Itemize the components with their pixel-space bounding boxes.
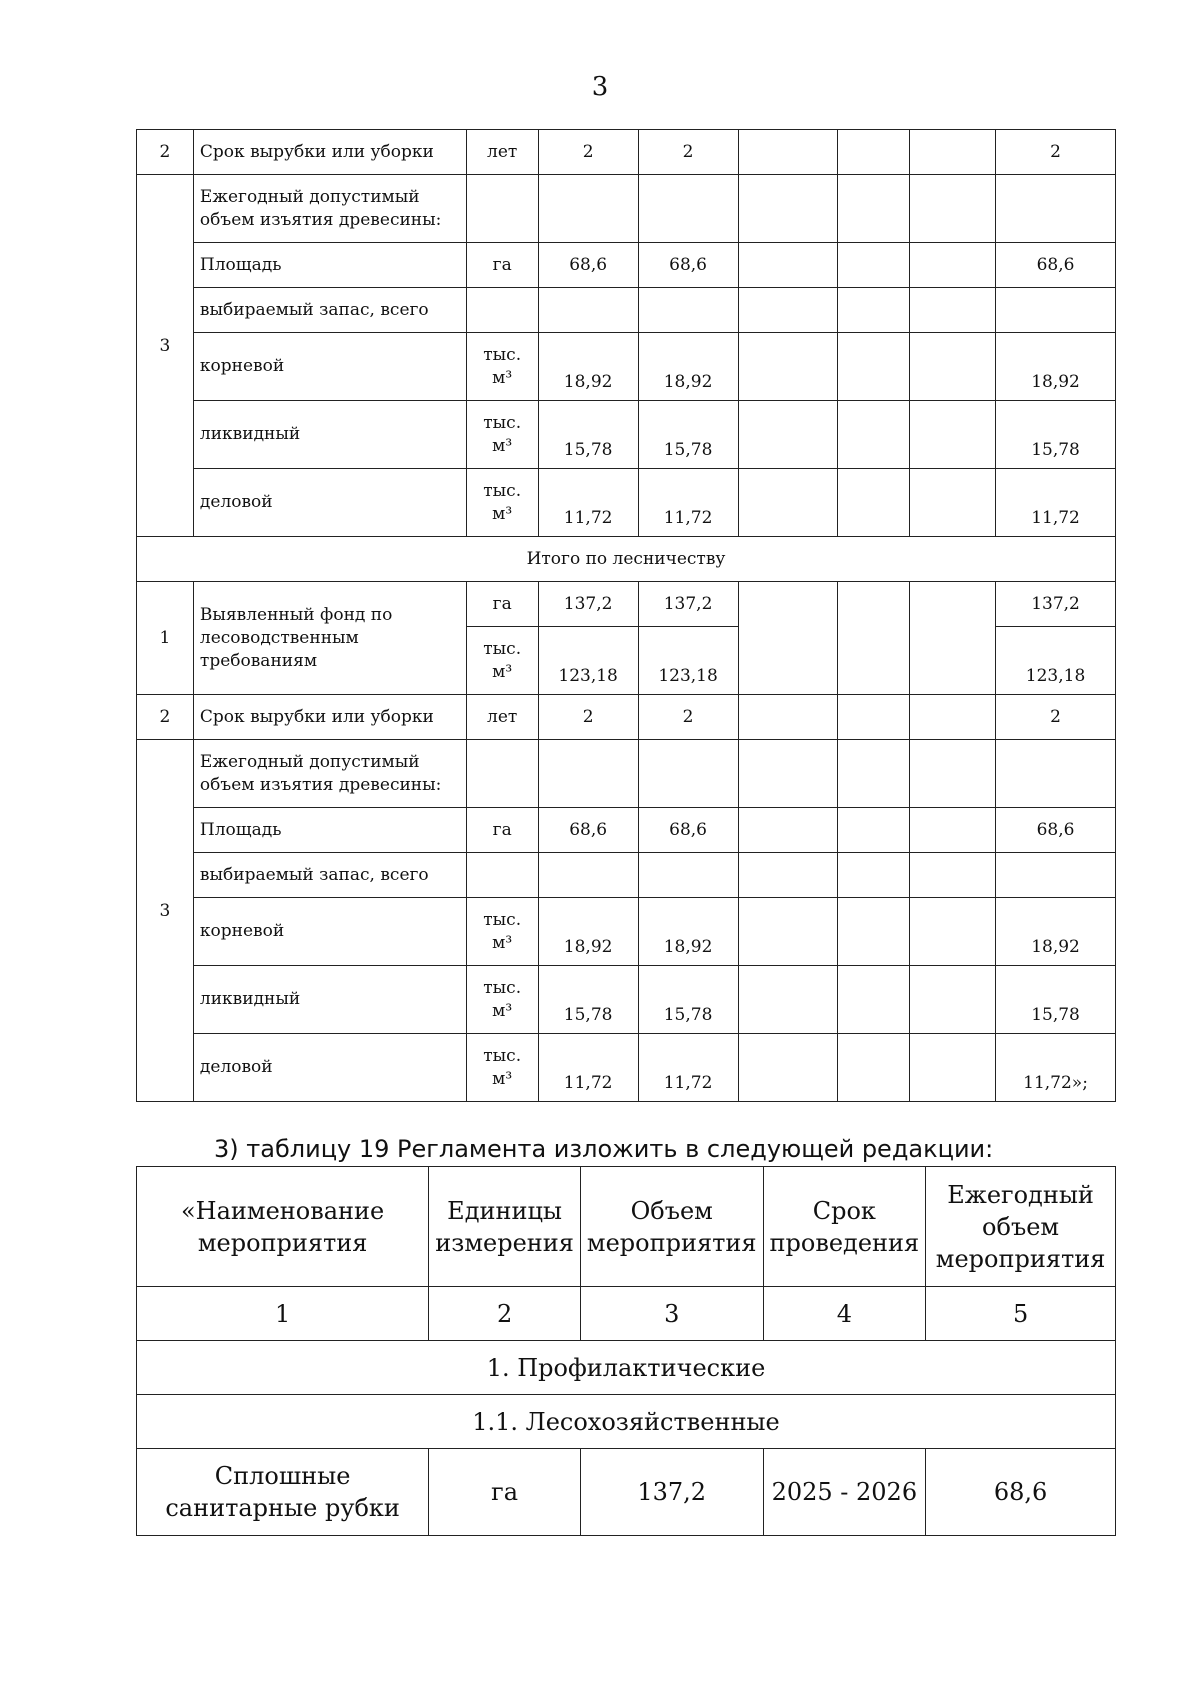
table-row [137,333,1116,401]
row-label: корневой [193,333,466,401]
empty-cell [910,1034,996,1102]
empty-cell [838,401,910,469]
unit-cell: тыс. м³ [466,333,538,401]
unit-cell: га [429,1449,581,1536]
subsection-row [137,1395,1116,1449]
empty-cell [910,966,996,1034]
table-row [137,401,1116,469]
value-cell: 11,72 [538,1034,638,1102]
row-label: Площадь [193,243,466,288]
column-number: 5 [926,1287,1116,1341]
value-cell: 123,18 [538,627,638,695]
value-cell: 15,78 [996,401,1116,469]
empty-cell [738,966,838,1034]
empty-cell [910,695,996,740]
table-row [137,537,1116,582]
row-label: Выявленный фонд по лесоводственным требованиям [193,582,466,695]
column-number: 3 [580,1287,763,1341]
empty-cell [466,740,538,808]
row-label: корневой [193,898,466,966]
section-title: Итого по лесничеству [137,537,1116,582]
unit-cell: тыс. м³ [466,1034,538,1102]
value-cell: 68,6 [926,1449,1116,1536]
unit-cell: га [466,582,538,627]
measure-name: Сплошные санитарные рубки [137,1449,429,1536]
value-cell: 68,6 [538,243,638,288]
amendment-paragraph: 3) таблицу 19 Регламента изложить в следующей редакции: [214,1135,994,1163]
timber-volume-table [136,129,1116,1102]
value-cell: 2 [638,130,738,175]
empty-cell [738,288,838,333]
value-cell: 2 [638,695,738,740]
value-cell: 18,92 [638,898,738,966]
column-header: Ежегодный объем мероприятия [926,1167,1116,1287]
empty-cell [638,175,738,243]
empty-cell [538,740,638,808]
row-number: 2 [137,130,194,175]
empty-cell [538,288,638,333]
table-row [137,740,1116,808]
empty-cell [638,288,738,333]
value-cell: 68,6 [638,243,738,288]
value-cell: 68,6 [996,243,1116,288]
row-label: Срок вырубки или уборки [193,130,466,175]
unit-cell: лет [466,695,538,740]
table-row [137,853,1116,898]
value-cell: 137,2 [538,582,638,627]
row-number: 3 [137,175,194,537]
empty-cell [738,740,838,808]
row-number: 2 [137,695,194,740]
empty-cell [910,898,996,966]
empty-cell [738,582,838,695]
column-header: «Наименование мероприятия [137,1167,429,1287]
empty-cell [910,243,996,288]
column-number: 2 [429,1287,581,1341]
table-row [137,898,1116,966]
value-cell: 137,2 [638,582,738,627]
row-label: Ежегодный допустимый объем изъятия древесины: [193,740,466,808]
empty-cell [910,333,996,401]
table-row [137,582,1116,627]
empty-cell [538,853,638,898]
unit-cell: тыс. м³ [466,966,538,1034]
empty-cell [838,853,910,898]
value-cell: 2 [996,695,1116,740]
empty-cell [910,582,996,695]
value-cell: 11,72»; [996,1034,1116,1102]
empty-cell [838,966,910,1034]
row-label: ликвидный [193,401,466,469]
unit-cell: тыс. м³ [466,627,538,695]
row-label: деловой [193,1034,466,1102]
empty-cell [910,130,996,175]
table-row [137,1449,1116,1536]
value-cell: 15,78 [638,966,738,1034]
unit-cell: тыс. м³ [466,401,538,469]
header-row [137,1167,1116,1287]
table-row [137,469,1116,537]
value-cell: 68,6 [538,808,638,853]
column-number-row [137,1287,1116,1341]
value-cell: 123,18 [638,627,738,695]
measures-table [136,1166,1116,1536]
empty-cell [910,288,996,333]
value-cell: 137,2 [996,582,1116,627]
empty-cell [910,175,996,243]
empty-cell [738,469,838,537]
empty-cell [738,130,838,175]
row-label: деловой [193,469,466,537]
row-label: Срок вырубки или уборки [193,695,466,740]
empty-cell [838,582,910,695]
empty-cell [738,808,838,853]
empty-cell [996,740,1116,808]
empty-cell [910,469,996,537]
value-cell: 18,92 [638,333,738,401]
subsection-title: 1.1. Лесохозяйственные [137,1395,1116,1449]
value-cell: 11,72 [638,1034,738,1102]
value-cell: 15,78 [638,401,738,469]
column-number: 1 [137,1287,429,1341]
empty-cell [738,1034,838,1102]
value-cell: 68,6 [638,808,738,853]
empty-cell [996,288,1116,333]
period-cell: 2025 - 2026 [763,1449,926,1536]
empty-cell [838,695,910,740]
empty-cell [738,401,838,469]
empty-cell [638,853,738,898]
value-cell: 11,72 [996,469,1116,537]
value-cell: 15,78 [996,966,1116,1034]
empty-cell [466,175,538,243]
table-row [137,808,1116,853]
unit-cell: лет [466,130,538,175]
row-label: выбираемый запас, всего [193,288,466,333]
empty-cell [638,740,738,808]
value-cell: 123,18 [996,627,1116,695]
empty-cell [996,853,1116,898]
empty-cell [910,808,996,853]
empty-cell [738,243,838,288]
section-row [137,1341,1116,1395]
empty-cell [738,175,838,243]
empty-cell [996,175,1116,243]
empty-cell [910,740,996,808]
empty-cell [838,808,910,853]
table-row [137,966,1116,1034]
table-row [137,243,1116,288]
table-row [137,175,1116,243]
value-cell: 2 [996,130,1116,175]
empty-cell [838,1034,910,1102]
column-header: Единицы измерения [429,1167,581,1287]
value-cell: 18,92 [538,898,638,966]
value-cell: 15,78 [538,401,638,469]
empty-cell [738,333,838,401]
empty-cell [838,175,910,243]
table-row [137,288,1116,333]
row-label: Ежегодный допустимый объем изъятия древесины: [193,175,466,243]
value-cell: 2 [538,695,638,740]
unit-cell: га [466,808,538,853]
empty-cell [910,401,996,469]
empty-cell [738,898,838,966]
value-cell: 11,72 [538,469,638,537]
row-number: 3 [137,740,194,1102]
empty-cell [738,695,838,740]
unit-cell: тыс. м³ [466,898,538,966]
column-header: Объем мероприятия [580,1167,763,1287]
empty-cell [838,740,910,808]
value-cell: 18,92 [996,898,1116,966]
row-label: Площадь [193,808,466,853]
section-title: 1. Профилактические [137,1341,1116,1395]
empty-cell [738,853,838,898]
row-number: 1 [137,582,194,695]
empty-cell [838,288,910,333]
value-cell: 15,78 [538,966,638,1034]
empty-cell [466,288,538,333]
table-row [137,130,1116,175]
empty-cell [838,243,910,288]
empty-cell [466,853,538,898]
value-cell: 68,6 [996,808,1116,853]
empty-cell [838,469,910,537]
page-number: 3 [591,72,609,102]
empty-cell [838,130,910,175]
unit-cell: тыс. м³ [466,469,538,537]
row-label: выбираемый запас, всего [193,853,466,898]
empty-cell [538,175,638,243]
column-header: Срок проведения [763,1167,926,1287]
empty-cell [838,333,910,401]
table-row [137,695,1116,740]
value-cell: 11,72 [638,469,738,537]
column-number: 4 [763,1287,926,1341]
value-cell: 137,2 [580,1449,763,1536]
empty-cell [910,853,996,898]
unit-cell: га [466,243,538,288]
value-cell: 2 [538,130,638,175]
row-label: ликвидный [193,966,466,1034]
value-cell: 18,92 [996,333,1116,401]
table-row [137,1034,1116,1102]
value-cell: 18,92 [538,333,638,401]
empty-cell [838,898,910,966]
